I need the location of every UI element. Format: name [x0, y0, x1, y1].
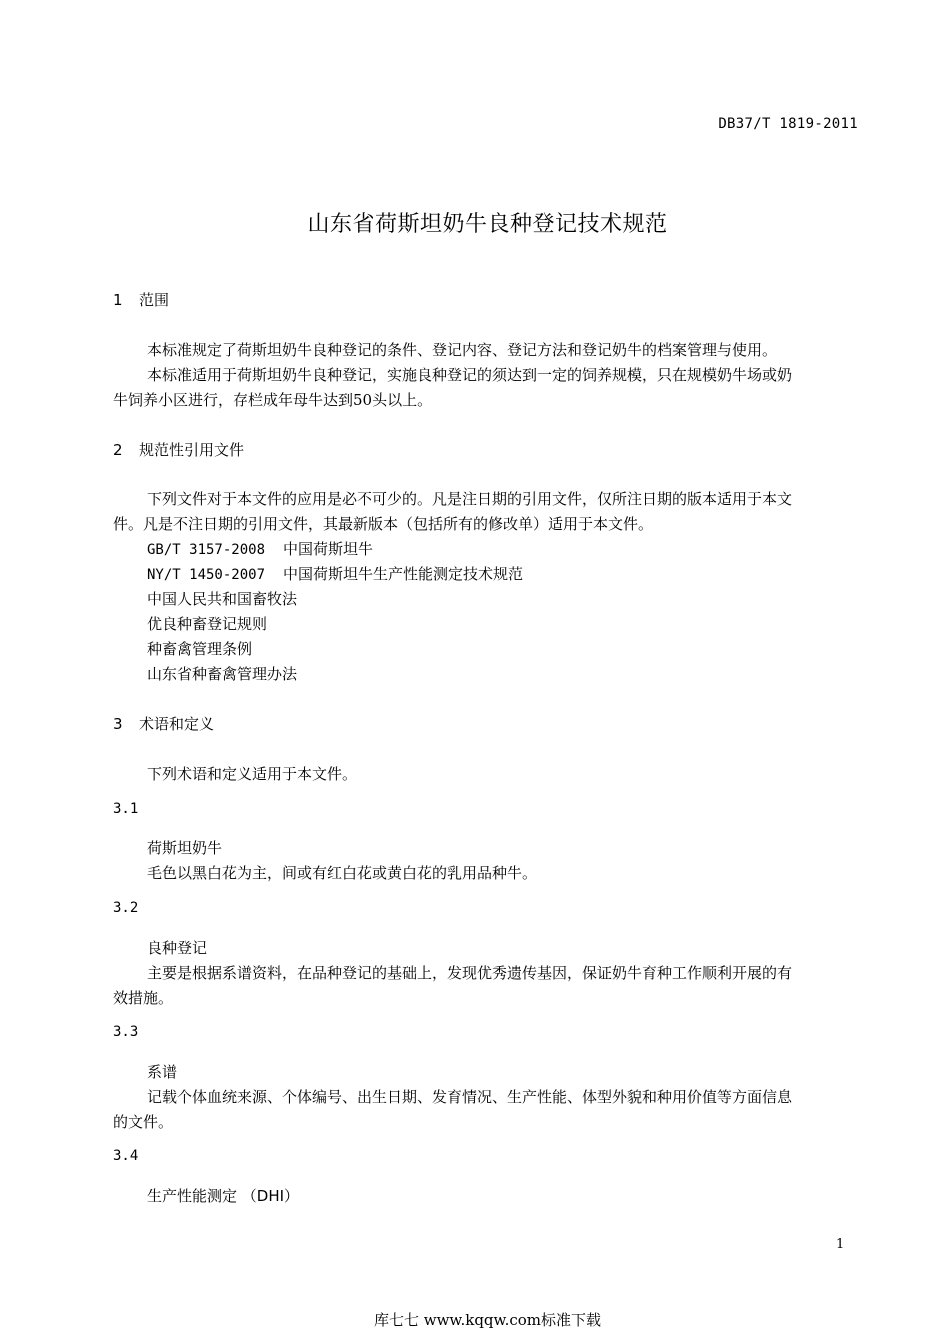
- paragraph: 本标准规定了荷斯坦奶牛良种登记的条件、登记内容、登记方法和登记奶牛的档案管理与使用。: [147, 341, 778, 359]
- paragraph: 下列术语和定义适用于本文件。: [147, 765, 358, 783]
- term-definition-continuation: 的文件。: [113, 1113, 174, 1131]
- reference-item: 山东省种畜禽管理办法: [147, 665, 298, 683]
- term-definition-continuation: 效措施。: [113, 989, 174, 1007]
- section-heading-references: [113, 439, 244, 460]
- section-title: 术语和定义: [139, 715, 215, 733]
- reference-item: [147, 538, 373, 559]
- section-heading-scope: [113, 289, 169, 310]
- subsection-number: 3.4: [113, 1148, 139, 1164]
- term-name: 系谱: [147, 1063, 178, 1081]
- reference-item: 中国人民共和国畜牧法: [147, 590, 298, 608]
- term-definition: 记载个体血统来源、个体编号、出生日期、发育情况、生产性能、体型外貌和种用价值等方面信息: [147, 1088, 793, 1106]
- section-number: 3: [113, 715, 123, 733]
- term-name: 荷斯坦奶牛: [147, 839, 223, 857]
- section-number: 2: [113, 441, 123, 459]
- reference-title: 中国荷斯坦牛生产性能测定技术规范: [283, 565, 524, 583]
- section-heading-terms: [113, 713, 214, 734]
- paragraph: 下列文件对于本文件的应用是必不可少的。凡是注日期的引用文件，仅所注日期的版本适用于本文: [147, 490, 793, 508]
- reference-code: NY/T 1450-2007: [147, 567, 266, 583]
- standard-code: DB37/T 1819-2011: [718, 116, 858, 132]
- term-name: 良种登记: [147, 939, 208, 957]
- subsection-number: 3.1: [113, 801, 139, 817]
- section-title: 范围: [139, 291, 170, 309]
- footer-watermark: 库七七 www.kqqw.com标准下载: [373, 1311, 602, 1329]
- reference-item: [147, 563, 523, 584]
- term-name: 生产性能测定 （DHI）: [147, 1187, 300, 1205]
- paragraph-continuation: 件。凡是不注日期的引用文件，其最新版本（包括所有的修改单）适用于本文件。: [113, 515, 654, 533]
- term-definition: 毛色以黑白花为主，间或有红白花或黄白花的乳用品种牛。: [147, 864, 538, 882]
- paragraph-continuation: 牛饲养小区进行，存栏成年母牛达到50头以上。: [113, 391, 433, 409]
- section-title: 规范性引用文件: [139, 441, 245, 459]
- reference-code: GB/T 3157-2008: [147, 542, 266, 558]
- paragraph: 本标准适用于荷斯坦奶牛良种登记，实施良种登记的须达到一定的饲养规模，只在规模奶牛场或奶: [147, 366, 793, 384]
- subsection-number: 3.3: [113, 1024, 139, 1040]
- term-definition: 主要是根据系谱资料，在品种登记的基础上，发现优秀遗传基因，保证奶牛育种工作顺利开展的有: [147, 964, 793, 982]
- reference-title: 中国荷斯坦牛: [283, 540, 374, 558]
- subsection-number: 3.2: [113, 900, 139, 916]
- reference-item: 种畜禽管理条例: [147, 640, 253, 658]
- page-number: 1: [836, 1237, 845, 1252]
- document-title: 山东省荷斯坦奶牛良种登记技术规范: [307, 212, 668, 237]
- section-number: 1: [113, 291, 123, 309]
- reference-item: 优良种畜登记规则: [147, 615, 268, 633]
